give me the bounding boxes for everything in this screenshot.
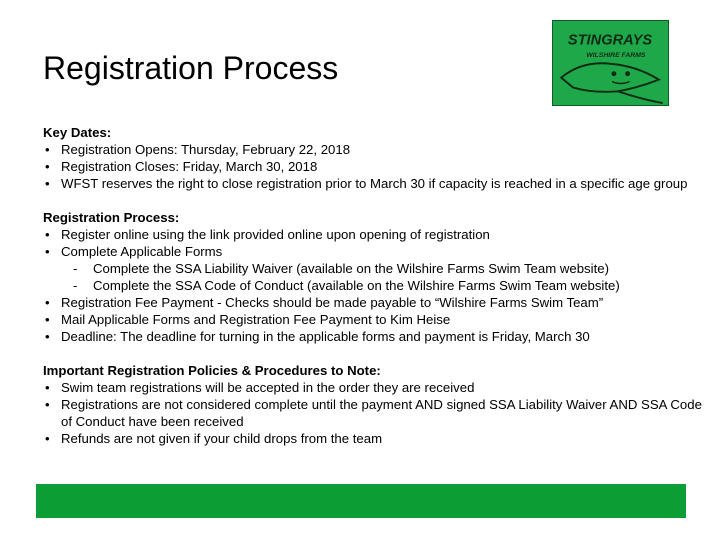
list-item: • Swim team registrations will be accepted in the order they are received — [43, 379, 708, 396]
list-item: • Registrations are not considered complete until the payment AND signed SSA Liability Waiver AND SSA Code of Conduct have been received — [43, 396, 708, 430]
forms-sub-list — [61, 260, 708, 294]
list-item: • Registration Closes: Friday, March 30, 2018 — [43, 158, 708, 175]
policies-list — [43, 379, 708, 447]
policies-heading: Important Registration Policies & Procedures to Note: — [43, 363, 381, 378]
registration-process-section — [43, 209, 708, 345]
key-dates-section — [43, 124, 708, 192]
logo-subtitle: WILSHIRE FARMS — [586, 52, 646, 60]
sub-list-item: - Complete the SSA Liability Waiver (available on the Wilshire Farms Swim Team website) — [73, 260, 708, 277]
list-item-label: Complete Applicable Forms — [61, 244, 223, 259]
list-item: • Refunds are not given if your child drops from the team — [43, 430, 708, 447]
list-item: • Mail Applicable Forms and Registration Fee Payment to Kim Heise — [43, 311, 708, 328]
policies-section — [43, 362, 708, 447]
list-item — [43, 243, 708, 294]
registration-process-heading: Registration Process: — [43, 210, 180, 225]
list-item: • Registration Fee Payment - Checks should be made payable to “Wilshire Farms Swim Team” — [43, 294, 708, 311]
footer-bar — [36, 484, 686, 518]
list-item: • WFST reserves the right to close registration prior to March 30 if capacity is reached in a specific age group — [43, 175, 708, 192]
stingrays-logo — [552, 20, 669, 106]
list-item: • Deadline: The deadline for turning in the applicable forms and payment is Friday, March 30 — [43, 328, 708, 345]
logo-wordmark: STINGRAYS — [567, 32, 653, 49]
list-item: • Register online using the link provided online upon opening of registration — [43, 226, 708, 243]
page-title: Registration Process — [43, 50, 339, 86]
key-dates-heading: Key Dates: — [43, 125, 112, 140]
registration-process-list — [43, 226, 708, 345]
slide-body — [43, 124, 708, 464]
key-dates-list — [43, 141, 708, 192]
list-item: • Registration Opens: Thursday, February 22, 2018 — [43, 141, 708, 158]
sub-list-item: - Complete the SSA Code of Conduct (available on the Wilshire Farms Swim Team website) — [73, 277, 708, 294]
